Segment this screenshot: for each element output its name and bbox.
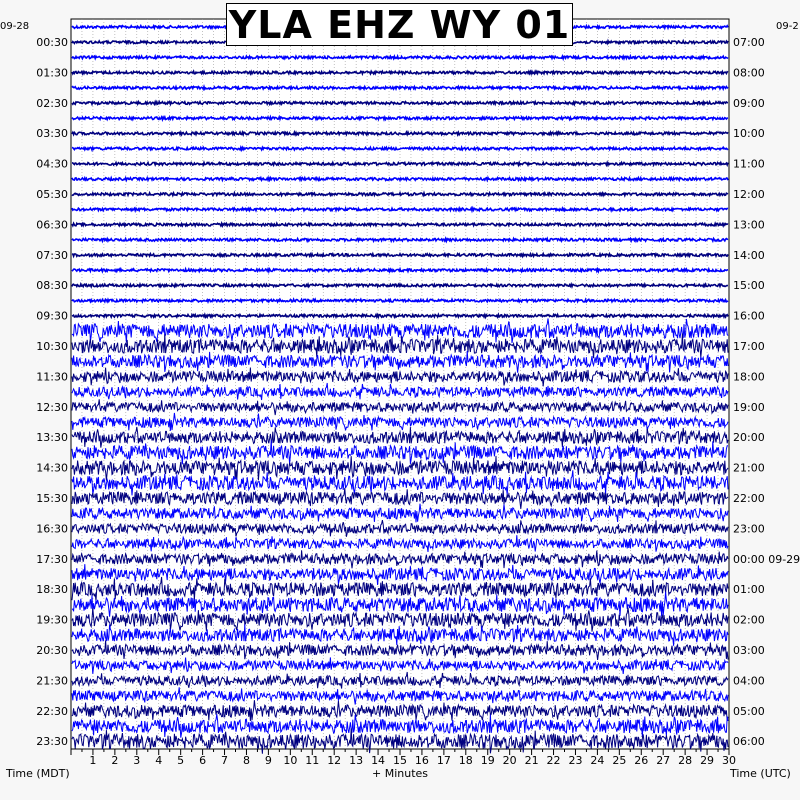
x-tick-label: 2 — [111, 754, 119, 767]
seismic-trace-line — [72, 239, 728, 242]
right-tick-label: 10:00 — [733, 127, 765, 141]
left-tick-label: 08:30 — [36, 279, 68, 293]
x-tick-label: 17 — [436, 754, 451, 767]
left-tick-label: 15:30 — [36, 492, 68, 505]
right-tick-label: 07:00 — [733, 36, 765, 49]
left-tick-label: 07:30 — [36, 248, 68, 262]
x-tick-label: 25 — [612, 754, 627, 767]
right-tick-label: 21:00 — [733, 461, 765, 475]
left-tick-label: 13:30 — [36, 431, 68, 445]
x-tick-label: 5 — [177, 754, 185, 767]
right-axis-label: Time (UTC) — [730, 767, 791, 780]
chart-title: YLA EHZ WY 01 — [228, 2, 571, 47]
left-tick-label: 01:30 — [36, 66, 68, 80]
x-tick-label: 11 — [305, 754, 320, 767]
x-tick-label: 23 — [568, 754, 583, 767]
left-tick-label: 19:30 — [36, 613, 68, 627]
x-tick-label: 28 — [678, 754, 693, 767]
right-axis-ticks — [733, 36, 800, 748]
left-axis-label: Time (MDT) — [6, 767, 70, 780]
left-tick-label: 20:30 — [36, 644, 68, 657]
left-tick-label: 03:30 — [36, 127, 68, 141]
right-tick-label: 01:00 — [733, 583, 765, 597]
right-tick-label: 19:00 — [733, 400, 765, 414]
right-tick-label: 12:00 — [733, 188, 765, 201]
right-tick-label: 17:00 — [733, 340, 765, 353]
left-tick-label: 17:30 — [36, 552, 68, 566]
right-tick-label: 18:00 — [733, 370, 765, 384]
left-tick-label: 14:30 — [36, 461, 68, 475]
right-tick-label: 22:00 — [733, 492, 765, 505]
right-tick-label: 15:00 — [733, 279, 765, 293]
right-tick-label: 11:00 — [733, 157, 765, 171]
left-tick-label: 12:30 — [36, 400, 68, 414]
chart-title-box — [226, 3, 573, 46]
x-tick-label: 13 — [349, 754, 364, 767]
x-tick-label: 29 — [700, 754, 715, 767]
right-tick-label: 09:00 — [733, 96, 765, 110]
left-tick-label: 21:30 — [36, 674, 68, 688]
date-left: 09-28 — [0, 21, 30, 32]
x-tick-label: 14 — [371, 754, 386, 767]
left-tick-label: 10:30 — [36, 340, 68, 353]
left-tick-label: 09:30 — [36, 309, 68, 323]
x-tick-label: 22 — [546, 754, 561, 767]
right-tick-label: 06:00 — [733, 735, 765, 749]
x-tick-label: 21 — [524, 754, 539, 767]
x-tick-label: 8 — [242, 754, 250, 767]
x-tick-label: 27 — [656, 754, 671, 767]
x-tick-label: 10 — [283, 754, 298, 767]
right-tick-label: 23:00 — [733, 522, 765, 536]
x-tick-label: 4 — [155, 754, 163, 767]
right-tick-label: 03:00 — [733, 644, 765, 657]
left-tick-label: 00:30 — [36, 36, 68, 49]
left-tick-label: 16:30 — [36, 522, 68, 536]
x-tick-label: 20 — [502, 754, 517, 767]
left-tick-label: 22:30 — [36, 704, 68, 718]
x-tick-label: 18 — [458, 754, 473, 767]
right-tick-label: 14:00 — [733, 248, 765, 262]
x-tick-label: 12 — [327, 754, 342, 767]
x-tick-label: 16 — [414, 754, 429, 767]
right-tick-label: 16:00 — [733, 309, 765, 323]
left-tick-label: 23:30 — [36, 735, 68, 749]
right-tick-label: 00:00 09-29 — [733, 552, 800, 566]
right-tick-label: 04:00 — [733, 674, 765, 688]
left-tick-label: 05:30 — [36, 188, 68, 201]
right-tick-label: 05:00 — [733, 704, 765, 718]
right-tick-label: 13:00 — [733, 218, 765, 232]
left-tick-label: 06:30 — [36, 218, 68, 232]
right-tick-label: 02:00 — [733, 613, 765, 627]
left-tick-label: 02:30 — [36, 96, 68, 110]
right-tick-label: 08:00 — [733, 66, 765, 80]
x-tick-label: 7 — [221, 754, 229, 767]
right-tick-label: 20:00 — [733, 431, 765, 445]
left-tick-label: 11:30 — [36, 370, 68, 384]
x-tick-label: 3 — [133, 754, 141, 767]
x-tick-label: 9 — [264, 754, 272, 767]
x-tick-label: 24 — [590, 754, 605, 767]
x-axis-label: + Minutes — [372, 767, 429, 780]
left-tick-label: 18:30 — [36, 583, 68, 597]
x-tick-label: 15 — [393, 754, 407, 767]
x-tick-label: 30 — [722, 754, 736, 767]
left-tick-label: 04:30 — [36, 157, 68, 171]
x-tick-label: 19 — [480, 754, 495, 767]
x-tick-label: 6 — [199, 754, 207, 767]
x-tick-label: 1 — [89, 754, 97, 767]
date-right: 09-2 — [776, 21, 799, 32]
left-axis-ticks — [36, 36, 68, 748]
x-tick-label: 26 — [634, 754, 649, 767]
x-axis-ticks — [71, 749, 736, 767]
